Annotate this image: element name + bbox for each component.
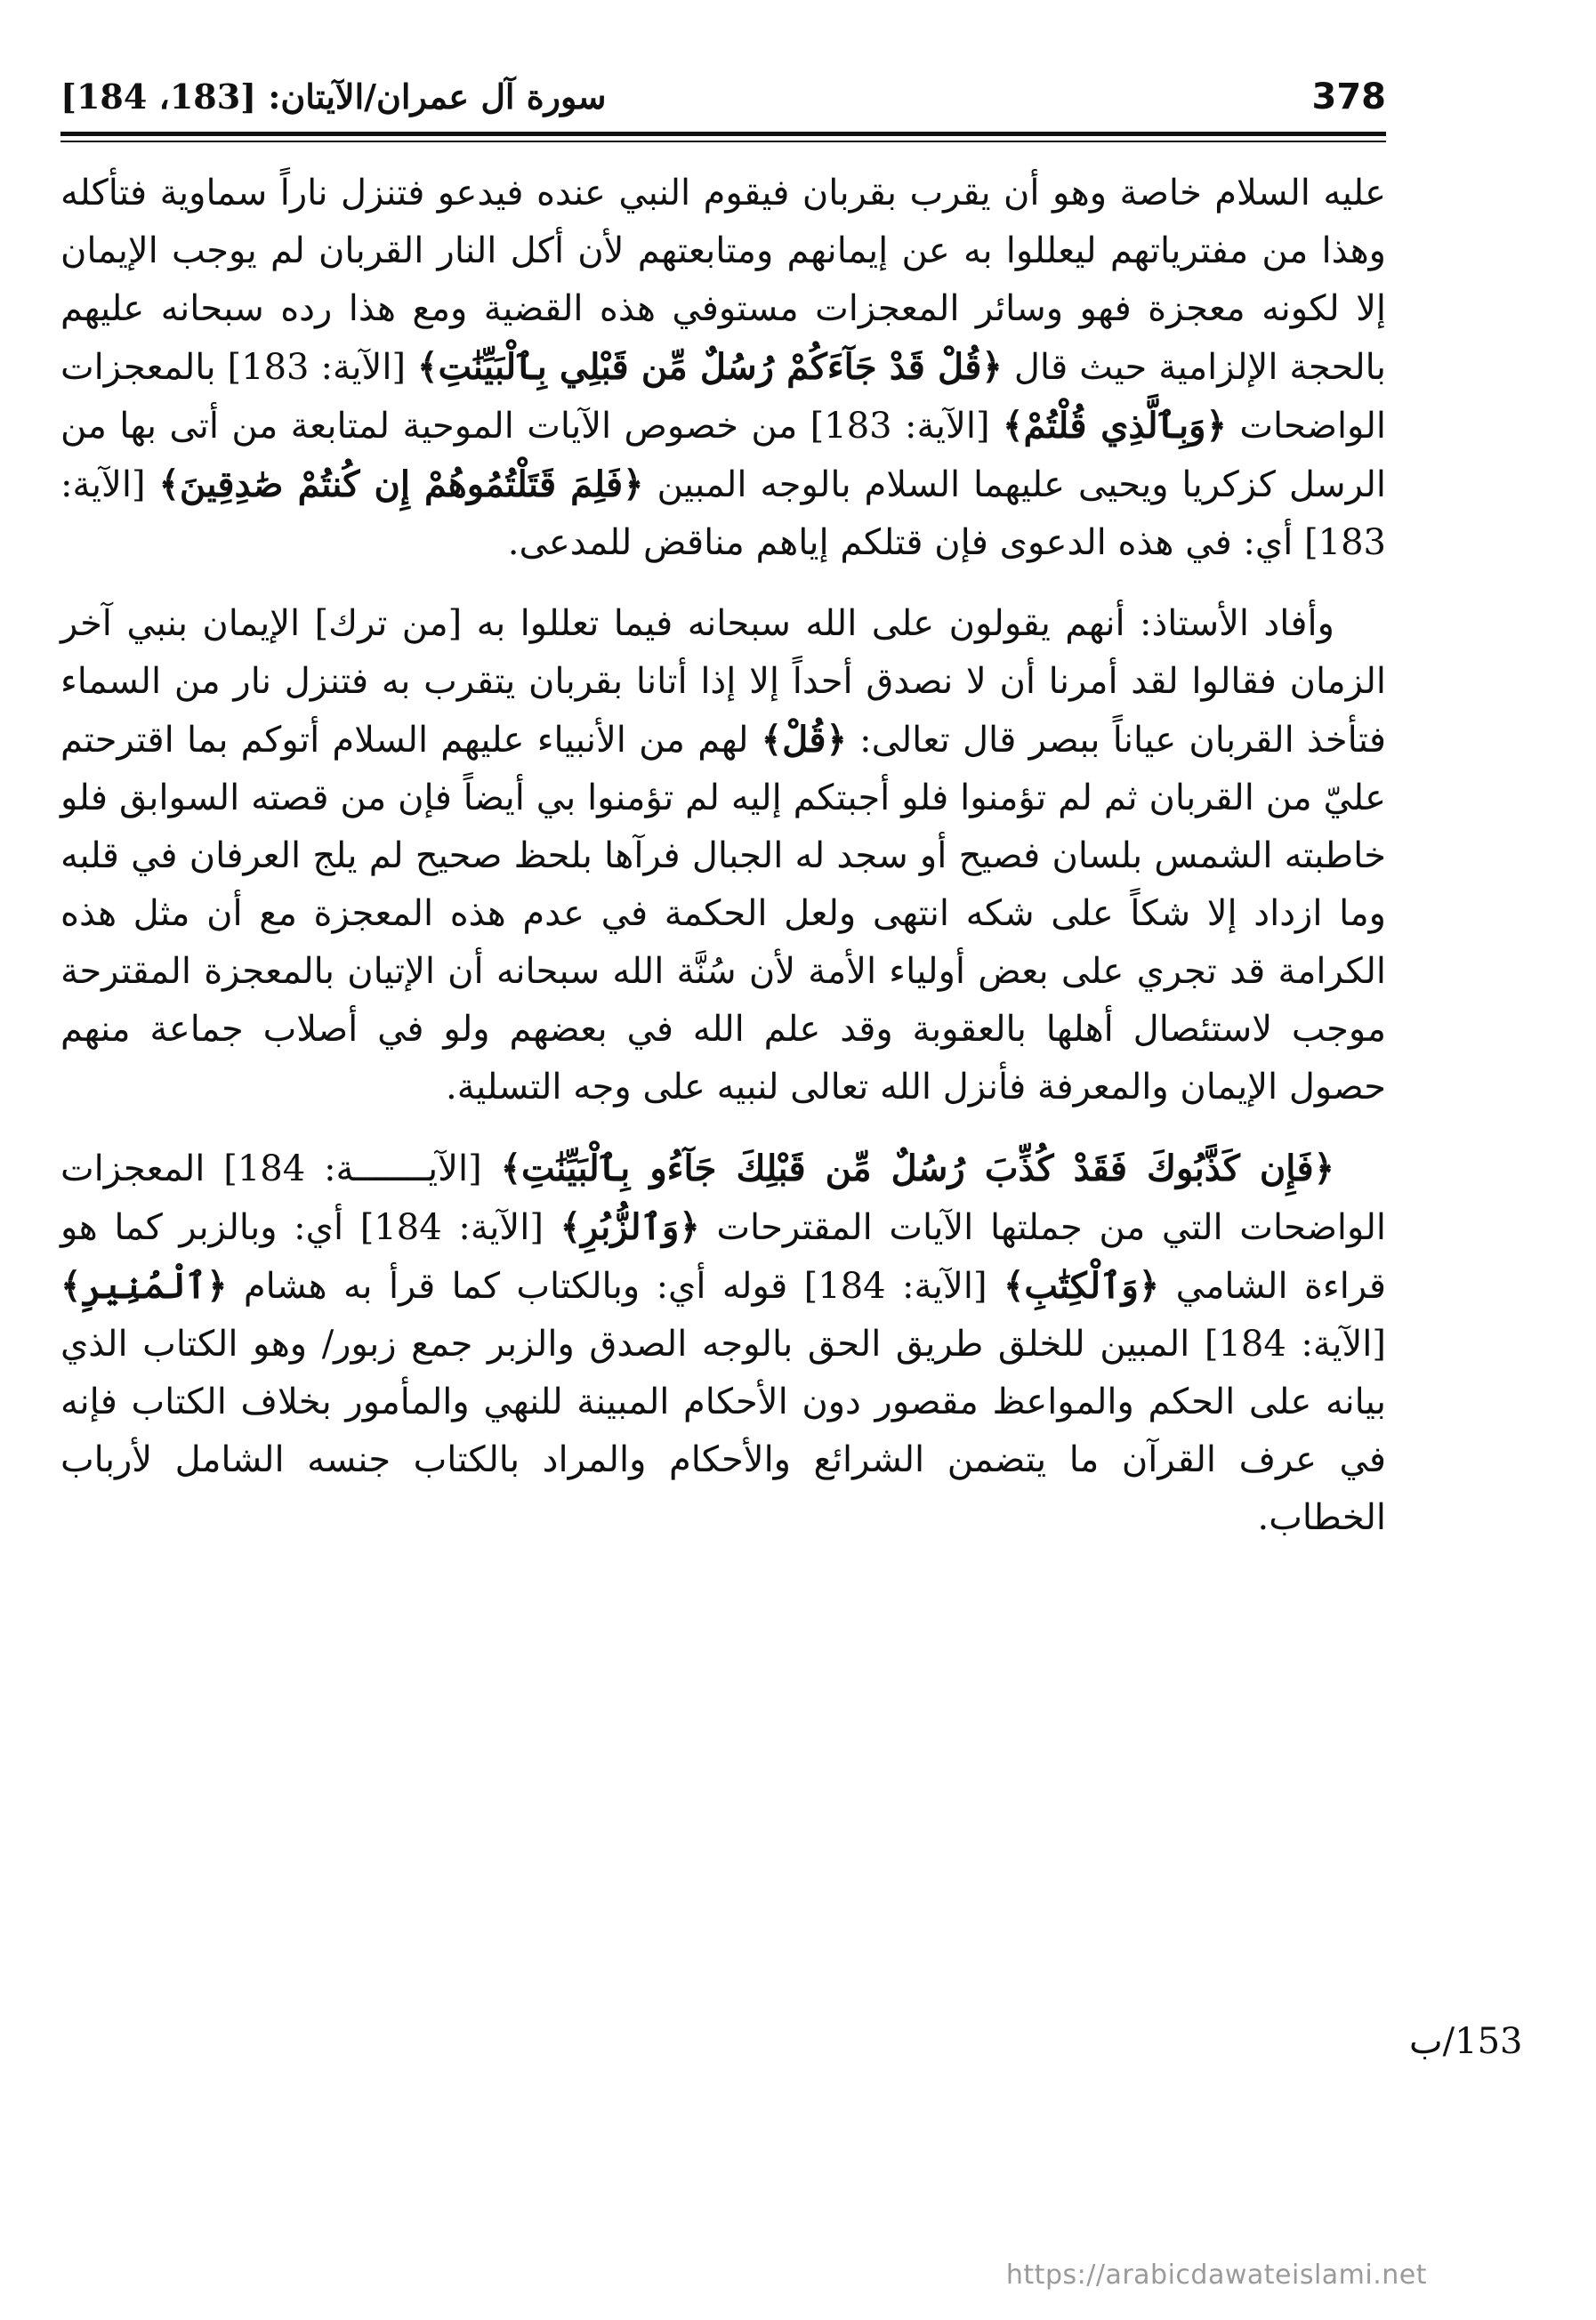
header-rule-thick xyxy=(60,132,1386,136)
text-run: عليه السلام خاصة وهو أن يقرب بقربان فيقوم النبي عنده فيدعو فتنزل ناراً سماوية فتأكله وهذا من مفترياتهم ليعللوا به عن إيمانهم ومتابعتهم لأن أكل النار القربان لم يوجب الإيمان إلا لكونه معجزة فهو وسائر المعجزات مستوفي هذه القضية ومع هذا رده سبحانه عليهم بالحجة الإلزامية حيث قال xyxy=(60,173,1386,388)
text-run: [الآية: 184] أي: وبالزبر كما هو قراءة الشامي xyxy=(60,1207,1387,1307)
quran-quote: ﴿فَلِمَ قَتَلْتُمُوهُمْ إِن كُنتُمْ صَٰدِقِينَ﴾ xyxy=(158,463,644,505)
quran-quote: ﴿قُلْ﴾ xyxy=(761,719,847,761)
body-text xyxy=(60,165,1386,1547)
text-run: [الآية: 184] قوله أي: وبالكتاب كما قرأ به هشام xyxy=(227,1266,1004,1307)
quran-quote: ﴿قُلْ قَدْ جَآءَكُمْ رُسُلٌ مِّن قَبْلِي بِٱلْبَيِّنَٰتِ﴾ xyxy=(417,346,1003,388)
quran-quote: ﴿وَبِٱلَّذِي قُلْتُمْ﴾ xyxy=(1003,405,1227,447)
manuscript-folio-note: 153/ب xyxy=(1409,2021,1523,2062)
text-run: [الآية: 183] بالمعجزات الواضحات xyxy=(60,347,1387,447)
running-head: سورة آل عمران/الآيتان: [183، 184] xyxy=(60,77,607,117)
page-number: 378 xyxy=(1311,77,1386,117)
quran-quote: ﴿فَإِن كَذَّبُوكَ فَقَدْ كُذِّبَ رُسُلٌ مِّن قَبْلِكَ جَآءُو بِٱلْبَيِّنَٰتِ﴾ xyxy=(500,1148,1335,1189)
text-run: [الآية: 183] أي: في هذه الدعوى فإن قتلكم إياهم مناقض للمدعى. xyxy=(60,464,1386,563)
watermark-url: https://arabicdawateislami.net xyxy=(1005,2260,1427,2291)
text-run: [الآيـــــــة: 184] المعجزات الواضحات التي من جملتها الآيات المقترحات xyxy=(60,1148,1386,1248)
text-run: لهم من الأنبياء عليهم السلام أتوكم بما اقترحتم عليّ من القربان ثم لم تؤمنوا فلو أجبتكم إليه لم تؤمنوا بي أيضاً فإن من قصته السوابق فلو خاطبته الشمس بلسان فصيح أو سجد له الجبال فرآها بلحظ صحيح لم يلج العرفان في قلبه وما ازداد إلا شكاً على شكه انتهى ولعل الحكمة في عدم هذه المعجزة مع أن مثل هذه الكرامة قد تجري على بعض أولياء الأمة لأن سُنَّة الله سبحانه أن الإتيان بالمعجزة المقترحة موجب لاستئصال أهلها بالعقوبة وقد علم الله في بعضهم ولو في أصلاب جماعة منهم حصول الإيمان والمعرفة فأنزل الله تعالى لنبيه على وجه التسلية. xyxy=(60,720,1386,1108)
paragraph-1 xyxy=(60,165,1386,572)
text-run: وأفاد الأستاذ: أنهم يقولون على الله سبحانه فيما تعللوا به [من ترك] الإيمان بنبي آخر الزمان فقالوا لقد أمرنا أن لا نصدق أحداً إلا إذا أتانا بقربان يتقرب به فتنزل نار من السماء فتأخذ القربان عياناً ببصر قال تعالى: xyxy=(60,603,1387,761)
quran-quote: ﴿وَٱلزُّبُرِ﴾ xyxy=(560,1206,700,1248)
quran-quote: ﴿وَٱلْكِتَٰبِ﴾ xyxy=(1003,1265,1160,1307)
text-run: [الآية: 184] المبين للخلق طريق الحق بالوجه الصدق والزبر جمع زبور/ وهو الكتاب الذي بيانه على الحكم والمواعظ مقصور دون الأحكام المبينة للنهي والمأمور بخلاف الكتاب فإنه في عرف القرآن ما يتضمن الشرائع والأحكام والمراد بالكتاب جنسه الشامل لأرباب الخطاب. xyxy=(60,1324,1386,1538)
quran-quote: ﴿ٱلْمُنِيرِ﴾ xyxy=(60,1265,228,1307)
header-rule-thin xyxy=(60,141,1386,142)
text-run: [الآية: 183] من خصوص الآيات الموحية لمتابعة من أتى بها من الرسل كزكريا ويحيى عليهما السلام بالوجه المبين xyxy=(60,406,1386,505)
paragraph-2 xyxy=(60,595,1386,1116)
paragraph-3 xyxy=(60,1140,1386,1547)
page-header xyxy=(60,69,1386,132)
